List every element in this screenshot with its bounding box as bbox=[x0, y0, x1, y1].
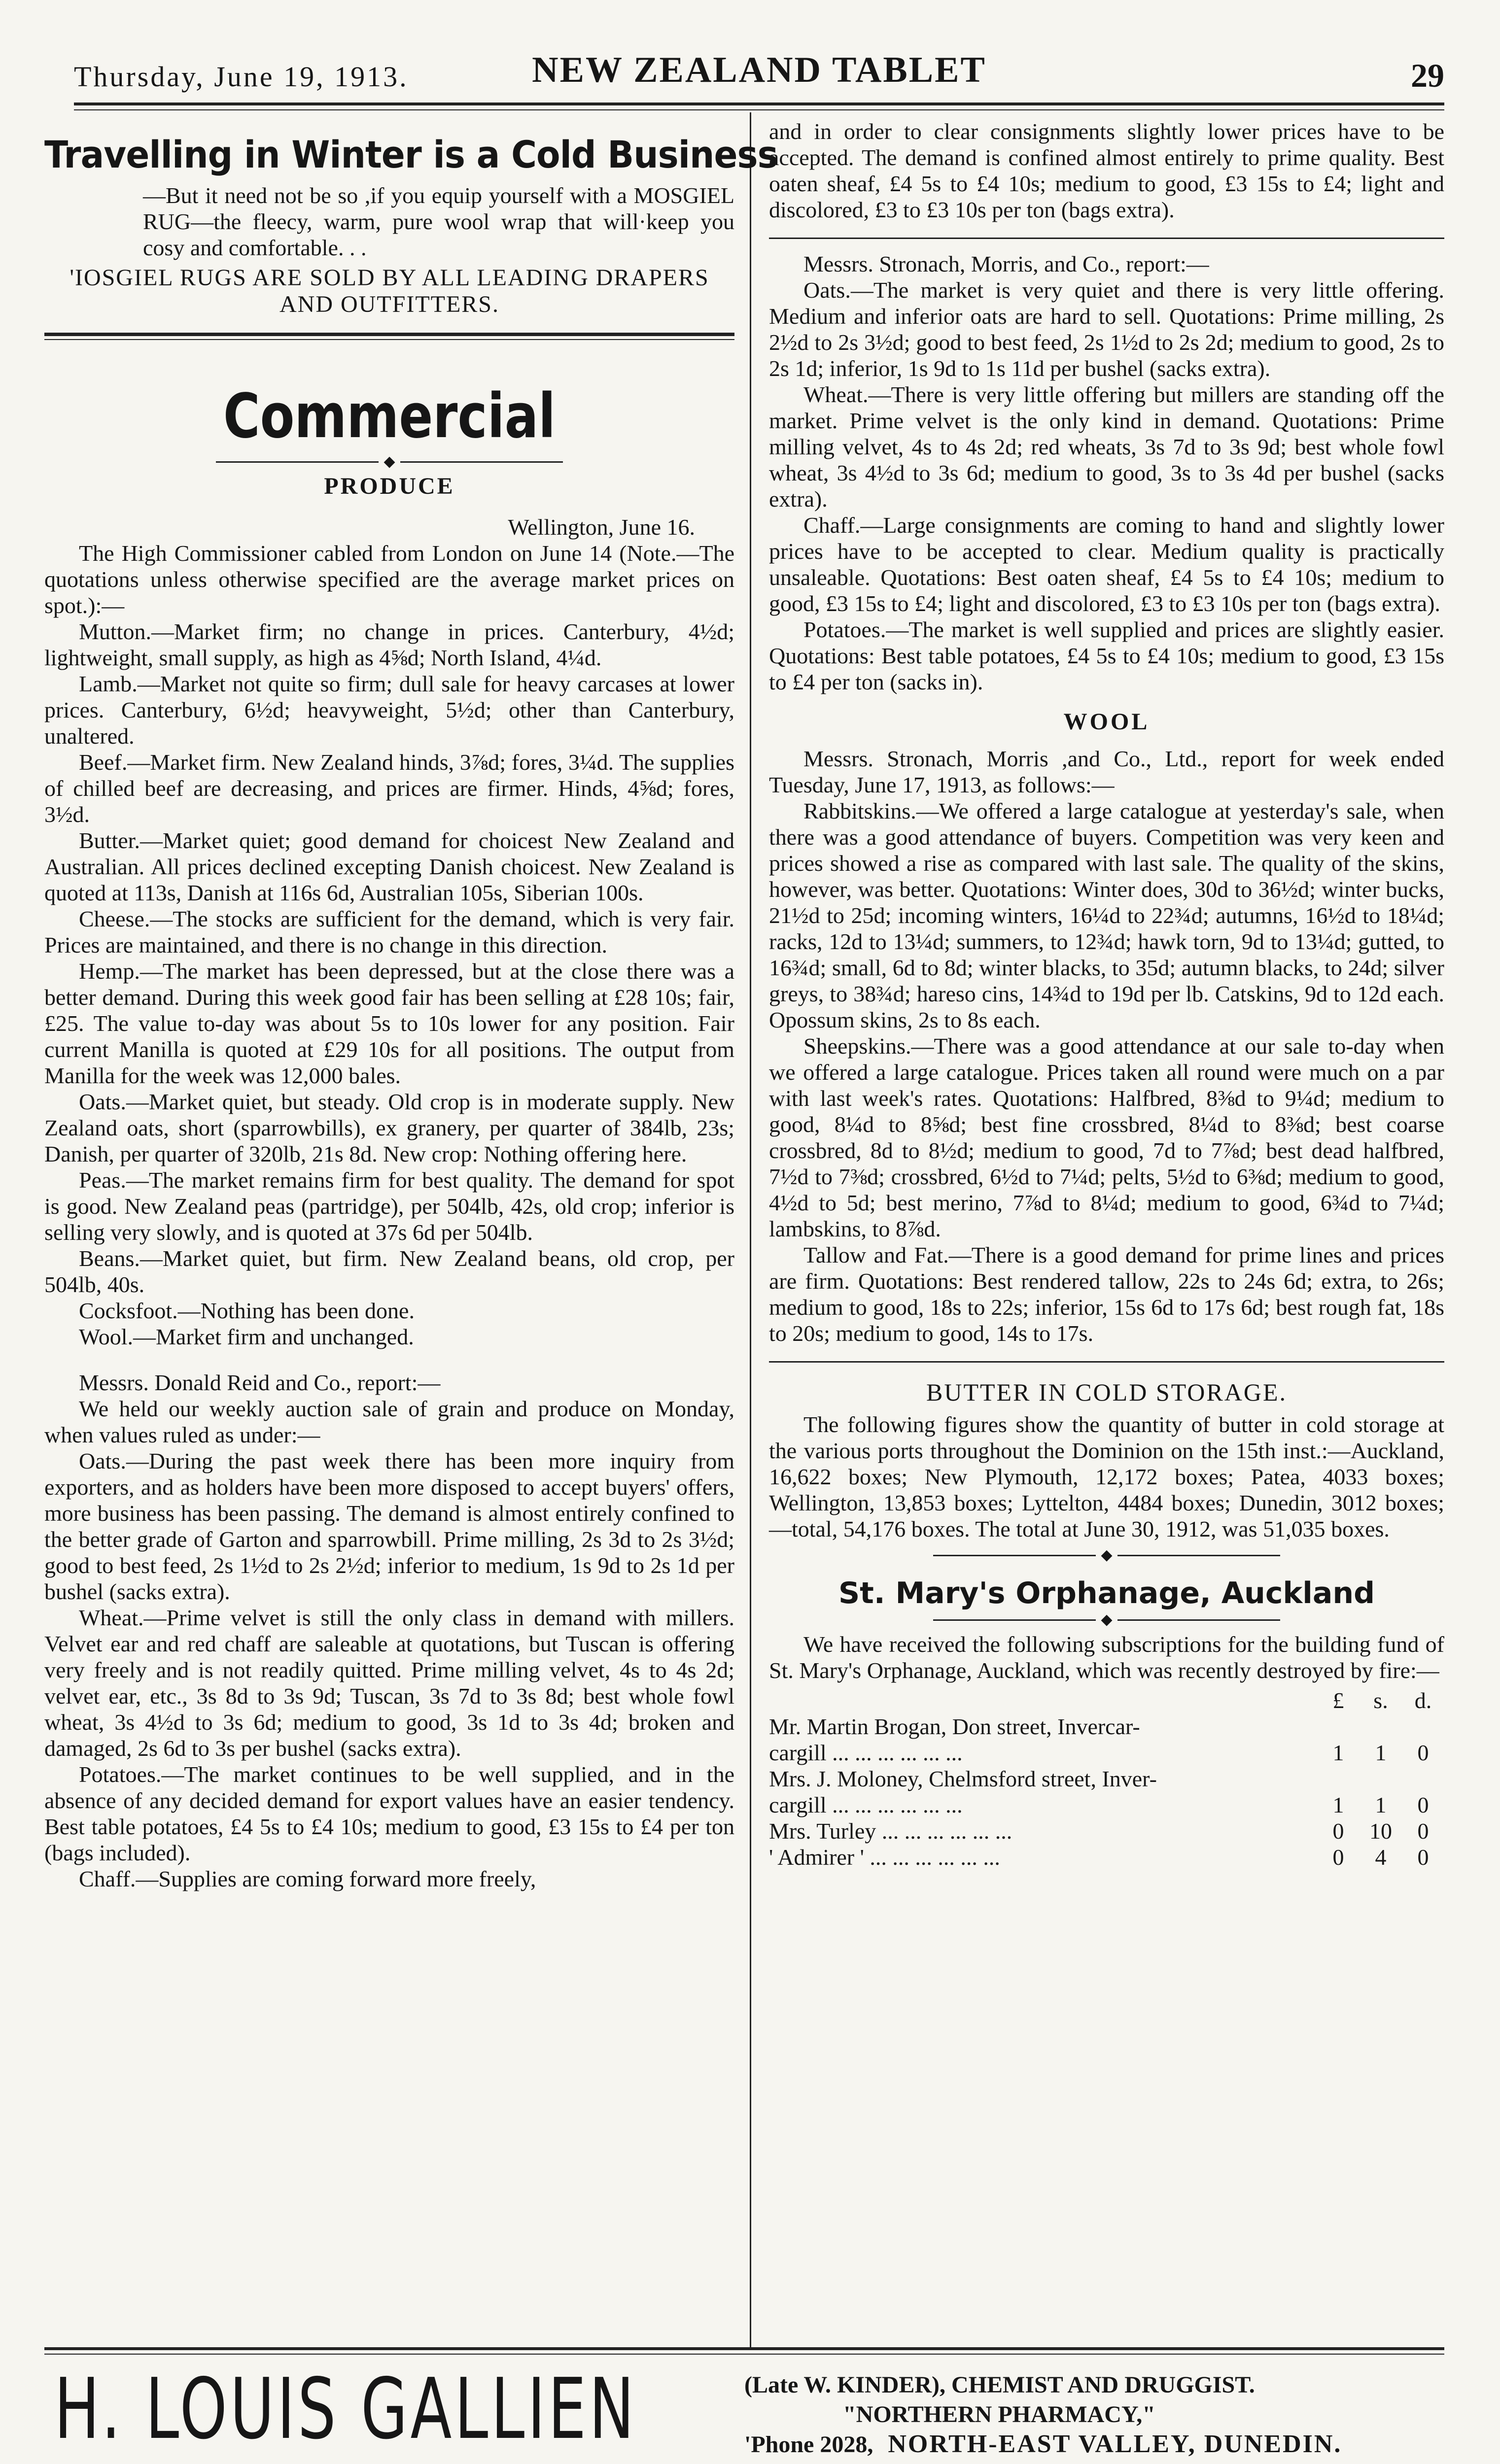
report-paragraph: We held our weekly auction sale of grain and produce on Monday, when values ruled as under:— bbox=[44, 1396, 734, 1448]
produce-paragraph: Beef.—Market firm. New Zealand hinds, 3⅞d; fores, 3¼d. The supplies of chilled beef are decreasing, and prices are firmer. Hinds, 4⅝d; fores, 3½d. bbox=[44, 750, 734, 827]
ornament-divider: ◆ bbox=[769, 1547, 1444, 1563]
wool-heading: WOOL bbox=[1063, 709, 1150, 735]
issue-date: Thursday, June 19, 1913. bbox=[74, 61, 409, 93]
report-paragraph: Oats.—During the past week there has been more inquiry from exporters, and as holders have been more disposed to accept buyers' offers, more business has been passing. The demand is almost entirely confined to the better grade of Garton and sparrowbill. Prime milling, 2s 3d to 2s 3½d; good to best feed, 2s 1½d to 2s 2½d; inferior to medium, 1s 9d to 2s 1d per bushel (sacks extra). bbox=[44, 1448, 734, 1605]
divider bbox=[769, 1361, 1444, 1363]
advert-line-1: (Late W. KINDER), CHEMIST AND DRUGGIST. bbox=[744, 2372, 1255, 2398]
subsection-title: PRODUCE bbox=[324, 473, 455, 500]
amount-pence: 0 bbox=[1417, 1845, 1429, 1870]
produce-paragraph: Lamb.—Market not quite so firm; dull sale for heavy carcases at lower prices. Canterbury, 6½d; heavyweight, 5½d; other than Canterbury, unaltered. bbox=[44, 671, 734, 749]
wool-paragraph: Tallow and Fat.—There is a good demand for prime lines and prices are firm. Quotations: Best rendered tallow, 22s to 24s 6d; extra, to 26s; medium to good, 18s to 22s; inferior, 15s 6d to 17s 6d; best rough fat, 18s to 20s; medium to good, 14s to 17s. bbox=[769, 1242, 1444, 1346]
wool-paragraph: Messrs. Stronach, Morris ,and Co., Ltd., report for week ended Tuesday, June 17, 1913, as follows:— bbox=[769, 746, 1444, 797]
amount-shillings: 10 bbox=[1369, 1818, 1392, 1844]
produce-paragraph: Wool.—Market firm and unchanged. bbox=[79, 1324, 414, 1350]
table-header bbox=[769, 1687, 1444, 1713]
amount-shillings: 1 bbox=[1375, 1740, 1387, 1766]
amount-pounds: 1 bbox=[1332, 1740, 1344, 1766]
produce-paragraph: Cheese.—The stocks are sufficient for the demand, which is very fair. Prices are maintained, and there is no change in this direction. bbox=[44, 906, 734, 958]
gallien-advert bbox=[44, 2361, 1444, 2464]
produce-paragraph: The High Commissioner cabled from London on June 14 (Note.—The quotations unless otherwise specified are the average market prices on spot.):— bbox=[44, 541, 734, 618]
butter-heading: BUTTER IN COLD STORAGE. bbox=[926, 1378, 1287, 1406]
advert-details bbox=[744, 2370, 1444, 2460]
advert-line-2: "NORTHERN PHARMACY," bbox=[843, 2401, 1155, 2428]
report-paragraph: Potatoes.—The market is well supplied and prices are slightly easier. Quotations: Best table potatoes, £4 5s to £4 10s; medium to good, £3 15s to £4 per ton (sacks in). bbox=[769, 617, 1444, 694]
pence-header: d. bbox=[1414, 1688, 1432, 1713]
header-rule bbox=[74, 103, 1444, 105]
advert-address: NORTH-EAST VALLEY, DUNEDIN. bbox=[888, 2430, 1342, 2458]
amount-pounds: 1 bbox=[1332, 1792, 1344, 1818]
divider bbox=[769, 238, 1444, 239]
amount-pence: 0 bbox=[1417, 1792, 1429, 1818]
amount-pence: 0 bbox=[1417, 1818, 1429, 1844]
table-row bbox=[769, 1766, 1444, 1792]
wool-paragraph: Rabbitskins.—We offered a large catalogue at yesterday's sale, when there was a good attendance of buyers. Competition was very keen and prices showed a rise as compared with last sale. The quality of the skins, however, was better. Quotations: Winter does, 30d to 36½d; winter bucks, 21½d to 25d; incoming winters, 16¼d to 22¾d; autumns, 16½d to 18¼d; racks, 12d to 13¼d; summers, to 12¾d; hawk torn, 9d to 13¼d; gutted, to 16¾d; small, 6d to 8d; winter blacks, to 35d; autumn blacks, to 24d; silver greys, to 38¾d; hareso cins, 14¾d to 19d per lb. Catskins, 9d to 12d each. Opossum skins, 2s to 8s each. bbox=[769, 798, 1444, 1032]
footer-rule-thin bbox=[44, 2354, 1444, 2355]
table-row bbox=[769, 1818, 1444, 1844]
produce-paragraph: Beans.—Market quiet, but firm. New Zealand beans, old crop, per 504lb, 40s. bbox=[44, 1246, 734, 1298]
produce-paragraph: Butter.—Market quiet; good demand for choicest New Zealand and Australian. All prices declined excepting Danish choicest. New Zealand is quoted at 113s, Danish at 116s 6d, Australian 105s, Siberian 100s. bbox=[44, 828, 734, 906]
section-divider bbox=[44, 333, 734, 340]
subscriber-name: Mrs. Turley ... ... ... ... ... ... bbox=[769, 1818, 1012, 1844]
report-paragraph: Chaff.—Large consignments are coming to hand and slightly lower prices have to be accepted to clear. Medium quality is practically unsaleable. Quotations: Best oaten sheaf, £4 5s to £4 10s; medium to good, £3 15s to £4; light and discolored, £3 to £3 10s per ton (bags extra). bbox=[769, 513, 1444, 616]
right-column bbox=[769, 118, 1444, 1870]
orphanage-heading: St. Mary's Orphanage, Auckland bbox=[838, 1576, 1375, 1611]
dateline: Wellington, June 16. bbox=[508, 514, 695, 540]
table-row bbox=[769, 1844, 1444, 1870]
orphanage-intro: We have received the following subscriptions for the building fund of St. Mary's Orphanage, Auckland, which was recently destroyed by fire:— bbox=[769, 1632, 1444, 1683]
pounds-header: £ bbox=[1332, 1688, 1344, 1713]
report-paragraph: Messrs. Stronach, Morris, and Co., report:— bbox=[803, 251, 1209, 276]
footer-rule bbox=[44, 2347, 1444, 2350]
continued-paragraph: and in order to clear consignments slightly lower prices have to be accepted. The demand is confined almost entirely to prime quality. Best oaten sheaf, £4 5s to £4 10s; medium to good, £3 15s to £4; light and discolored, £3 to £3 10s per ton (bags extra). bbox=[769, 119, 1444, 222]
dot-leader: ... ... ... ... ... ... bbox=[832, 1740, 963, 1766]
mosgiel-ad-footer: 'IOSGIEL RUGS ARE SOLD BY ALL LEADING DRAPERS AND OUTFITTERS. bbox=[70, 265, 709, 317]
ornament-divider: ◆ bbox=[769, 1611, 1444, 1627]
produce-paragraph: Hemp.—The market has been depressed, but at the close there was a better demand. During this week good fair has been selling at £28 10s; fair, £25. The value to-day was about 5s to 10s lower for any position. Fair current Manilla is quoted at £29 10s for all positions. The output from Manilla for the week was 12,000 bales. bbox=[44, 958, 734, 1089]
header-rule-thin bbox=[74, 109, 1444, 110]
table-row bbox=[769, 1713, 1444, 1740]
mosgiel-ad-headline: Travelling in Winter is a Cold Business bbox=[44, 133, 778, 176]
report-paragraph: Potatoes.—The market continues to be well supplied, and in the absence of any decided demand for export values have an easier tendency. Best table potatoes, £4 5s to £4 10s; medium to good, £3 15s to £4 per ton (bags included). bbox=[44, 1762, 734, 1866]
advert-line-3 bbox=[744, 2430, 1444, 2460]
produce-paragraph: Oats.—Market quiet, but steady. Old crop is in moderate supply. New Zealand oats, short (sparrowbills), ex granery, per quarter of 384lb, 23s; Danish, per quarter of 320lb, 21s 8d. New crop: Nothing offering here. bbox=[44, 1089, 734, 1167]
table-row bbox=[769, 1740, 1444, 1766]
report-paragraph: Chaff.—Supplies are coming forward more freely, bbox=[79, 1866, 536, 1892]
left-column bbox=[44, 118, 778, 1892]
amount-shillings: 1 bbox=[1375, 1792, 1387, 1818]
dot-leader: ... ... ... ... ... ... bbox=[881, 1818, 1012, 1844]
subscriber-name: ' Admirer ' ... ... ... ... ... ... bbox=[769, 1845, 1000, 1870]
subscriber-name: Mrs. J. Moloney, Chelmsford street, Inver- bbox=[769, 1766, 1157, 1792]
subscriptions-table bbox=[769, 1687, 1444, 1870]
subscriber-name-cont: cargill ... ... ... ... ... ... bbox=[769, 1792, 963, 1818]
report-paragraph: Wheat.—Prime velvet is still the only class in demand with millers. Velvet ear and red chaff are saleable at quotations, but Tuscan is offering very freely and is not readily quitted. Prime milling velvet, 4s to 4s 2d; velvet ear, etc., 3s 8d to 3s 9d; Tuscan, 3s 7d to 3s 8d; best whole fowl wheat, 3s 4½d to 3s 6d; medium to good, 3s 1d to 3s 4d; broken and damaged, 2s 6d to 3s per bushel (sacks extra). bbox=[44, 1605, 734, 1761]
shillings-header: s. bbox=[1373, 1688, 1388, 1713]
wool-paragraph: Sheepskins.—There was a good attendance at our sale to-day when we offered a large catalogue. Prices taken all round were much on a par with last week's rates. Quotations: Halfbred, 8⅜d to 9¼d; medium to good, 8¼d to 8⅝d; best fine crossbred, 8¼d to 8⅜d; best coarse crossbred, 8d to 8½d; medium to good, 7d to 7⅞d; best dead halfbred, 7½d to 7⅜d; crossbred, 6½d to 7¼d; pelts, 5½d to 6⅜d; medium to good, 4½d to 5d; best merino, 7⅞d to 8¼d; medium to good, 6¾d to 7¼d; lambskins, to 8⅞d. bbox=[769, 1033, 1444, 1241]
advert-phone: 'Phone 2028, bbox=[744, 2431, 873, 2458]
advert-brand: H. LOUIS GALLIEN bbox=[54, 2361, 637, 2458]
mosgiel-ad-body: —But it need not be so ,if you equip yourself with a MOSGIEL RUG—the fleecy, warm, pure wool wrap that will·keep you cosy and comfortable. . . bbox=[143, 183, 734, 260]
publication-title: NEW ZEALAND TABLET bbox=[532, 50, 986, 90]
dot-leader: ... ... ... ... ... ... bbox=[832, 1792, 963, 1818]
butter-paragraph: The following figures show the quantity of butter in cold storage at the various ports throughout the Dominion on the 15th inst.:—Auckland, 16,622 boxes; New Plymouth, 12,172 boxes; Patea, 4033 boxes; Wellington, 13,853 boxes; Lyttelton, 4484 boxes; Dunedin, 3012 boxes;—total, 54,176 boxes. The total at June 30, 1912, was 51,035 boxes. bbox=[769, 1412, 1444, 1541]
ornament-divider: ◆ bbox=[44, 453, 734, 469]
produce-paragraph: Cocksfoot.—Nothing has been done. bbox=[79, 1298, 415, 1324]
report-paragraph: Wheat.—There is very little offering but millers are standing off the market. Prime velvet is the only kind in demand. Quotations: Prime milling velvet, 4s to 4s 2d; red wheats, 3s 7d to 3s 9d; best whole fowl wheat, 3s 4½d to 3s 6d; medium to good, 3s to 3s 4d per bushel (sacks extra). bbox=[769, 382, 1444, 512]
page-number: 29 bbox=[1411, 57, 1444, 94]
column-divider bbox=[750, 112, 751, 2347]
amount-pounds: 0 bbox=[1332, 1845, 1344, 1870]
section-title: Commercial bbox=[223, 381, 556, 452]
amount-pence: 0 bbox=[1417, 1740, 1429, 1766]
subscriber-name-cont: cargill ... ... ... ... ... ... bbox=[769, 1740, 963, 1766]
amount-shillings: 4 bbox=[1375, 1845, 1387, 1870]
subscriber-name: Mr. Martin Brogan, Don street, Invercar- bbox=[769, 1714, 1140, 1740]
table-row bbox=[769, 1792, 1444, 1818]
report-paragraph: Oats.—The market is very quiet and there is very little offering. Medium and inferior oats are hard to sell. Quotations: Prime milling, 2s 2½d to 2s 3½d; good to best feed, 2s 1½d to 2s 2d; medium to good, 2s to 2s 1d; inferior, 1s 9d to 1s 11d per bushel (sacks extra). bbox=[769, 277, 1444, 381]
produce-paragraph: Mutton.—Market firm; no change in prices. Canterbury, 4½d; lightweight, small supply, as high as 4⅝d; North Island, 4¼d. bbox=[44, 619, 734, 671]
dot-leader: ... ... ... ... ... ... bbox=[870, 1845, 1000, 1870]
produce-paragraph: Peas.—The market remains firm for best quality. The demand for spot is good. New Zealand peas (partridge), per 504lb, 42s, old crop; inferior is selling very slowly, and is quoted at 37s 6d per 504lb. bbox=[44, 1167, 734, 1245]
report-paragraph: Messrs. Donald Reid and Co., report:— bbox=[79, 1370, 441, 1396]
running-header bbox=[74, 49, 1444, 103]
amount-pounds: 0 bbox=[1332, 1818, 1344, 1844]
